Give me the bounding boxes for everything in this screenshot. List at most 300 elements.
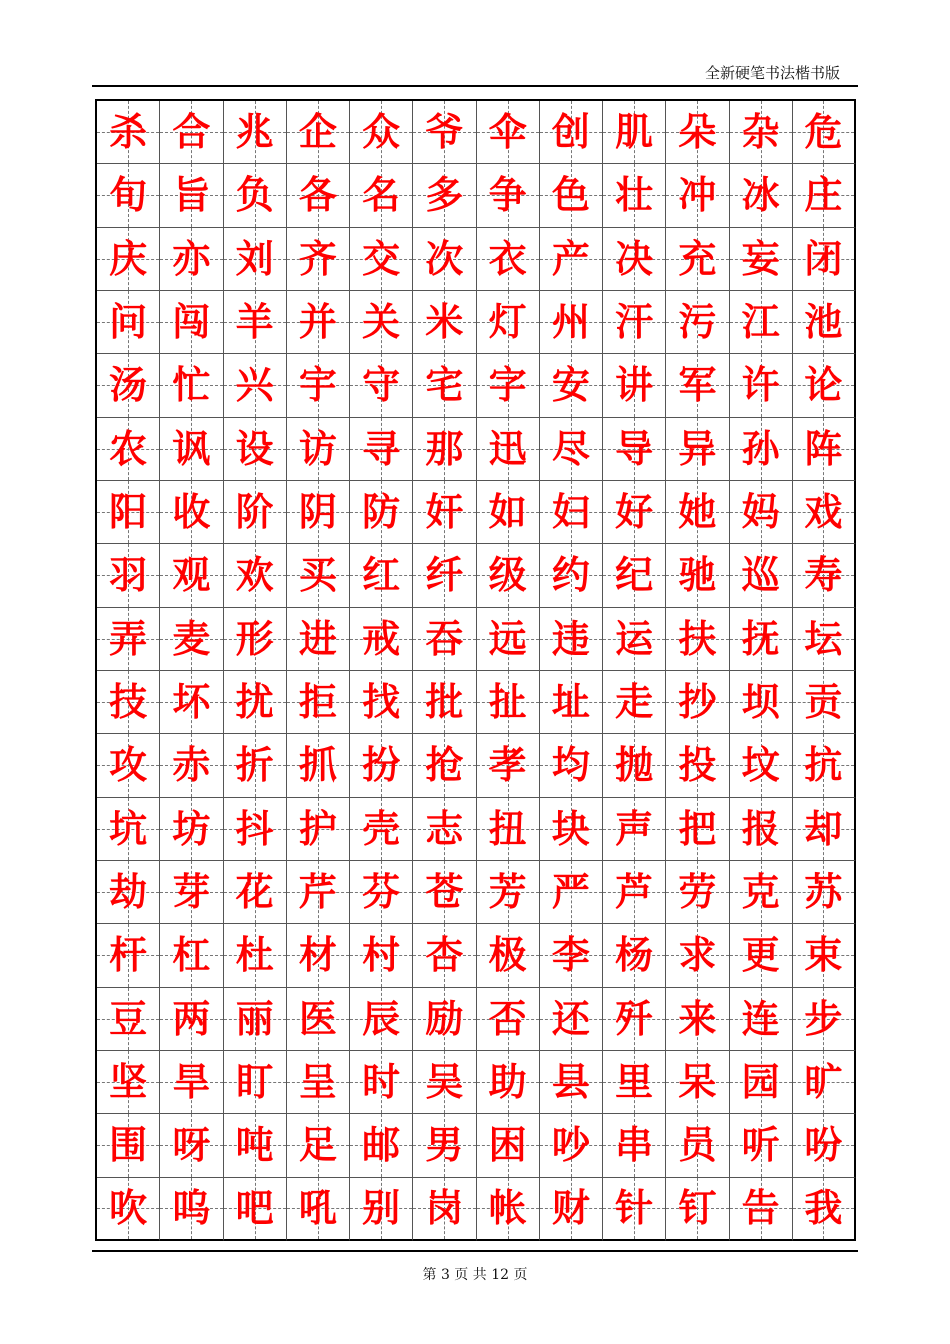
- practice-character: 块: [551, 805, 590, 851]
- practice-grid: [95, 99, 856, 1241]
- grid-cell: [287, 861, 350, 924]
- practice-character: 杀: [109, 109, 148, 155]
- grid-cell: [413, 1051, 476, 1114]
- grid-cell: [477, 481, 540, 544]
- practice-character: 纤: [425, 552, 464, 598]
- grid-cell: [603, 291, 666, 354]
- grid-cell: [603, 734, 666, 797]
- grid-cell: [793, 798, 856, 861]
- practice-character: 劳: [678, 869, 717, 915]
- grid-cell: [666, 924, 729, 987]
- practice-character: 冲: [678, 172, 717, 218]
- grid-cell: [477, 544, 540, 607]
- practice-character: 闭: [804, 235, 843, 281]
- grid-cell: [160, 291, 223, 354]
- practice-character: 别: [362, 1185, 401, 1231]
- grid-cell: [413, 988, 476, 1051]
- practice-character: 投: [678, 742, 717, 788]
- grid-cell: [97, 798, 160, 861]
- practice-character: 旬: [109, 172, 148, 218]
- grid-cell: [793, 354, 856, 417]
- grid-cell: [350, 1051, 413, 1114]
- grid-cell: [287, 734, 350, 797]
- grid-cell: [666, 671, 729, 734]
- practice-character: 池: [804, 299, 843, 345]
- grid-cell: [413, 608, 476, 671]
- grid-cell: [97, 164, 160, 227]
- practice-character: 志: [425, 805, 464, 851]
- grid-cell: [666, 608, 729, 671]
- practice-character: 兆: [235, 109, 274, 155]
- grid-cell: [287, 291, 350, 354]
- grid-cell: [603, 608, 666, 671]
- grid-cell: [603, 1114, 666, 1177]
- practice-character: 坏: [172, 679, 211, 725]
- practice-character: 守: [362, 362, 401, 408]
- practice-character: 连: [741, 995, 780, 1041]
- grid-cell: [413, 418, 476, 481]
- practice-character: 园: [741, 1059, 780, 1105]
- grid-cell: [413, 861, 476, 924]
- practice-character: 坊: [172, 805, 211, 851]
- practice-character: 各: [298, 172, 337, 218]
- grid-cell: [160, 481, 223, 544]
- grid-cell: [160, 1114, 223, 1177]
- grid-cell: [160, 861, 223, 924]
- practice-character: 冰: [741, 172, 780, 218]
- practice-character: 求: [678, 932, 717, 978]
- grid-cell: [97, 291, 160, 354]
- practice-character: 进: [298, 615, 337, 661]
- grid-cell: [287, 164, 350, 227]
- grid-cell: [350, 354, 413, 417]
- practice-character: 抗: [804, 742, 843, 788]
- practice-character: 旨: [172, 172, 211, 218]
- grid-cell: [730, 1178, 793, 1241]
- practice-character: 串: [615, 1122, 654, 1168]
- grid-cell: [287, 671, 350, 734]
- practice-character: 旱: [172, 1059, 211, 1105]
- practice-character: 却: [804, 805, 843, 851]
- practice-character: 县: [551, 1059, 590, 1105]
- grid-cell: [224, 798, 287, 861]
- grid-cell: [224, 924, 287, 987]
- grid-cell: [540, 608, 603, 671]
- practice-character: 买: [298, 552, 337, 598]
- grid-cell: [793, 608, 856, 671]
- practice-character: 江: [741, 299, 780, 345]
- practice-character: 找: [362, 679, 401, 725]
- grid-cell: [350, 544, 413, 607]
- practice-character: 严: [551, 869, 590, 915]
- grid-cell: [350, 418, 413, 481]
- grid-cell: [603, 988, 666, 1051]
- grid-cell: [97, 354, 160, 417]
- grid-cell: [730, 354, 793, 417]
- practice-character: 坛: [804, 615, 843, 661]
- practice-character: 多: [425, 172, 464, 218]
- grid-cell: [350, 671, 413, 734]
- grid-cell: [224, 1178, 287, 1241]
- grid-cell: [603, 1051, 666, 1114]
- practice-character: 创: [551, 109, 590, 155]
- practice-character: 戏: [804, 489, 843, 535]
- practice-character: 呀: [172, 1122, 211, 1168]
- practice-character: 克: [741, 869, 780, 915]
- practice-character: 庆: [109, 235, 148, 281]
- practice-character: 帐: [488, 1185, 527, 1231]
- practice-character: 坟: [741, 742, 780, 788]
- practice-character: 杨: [615, 932, 654, 978]
- practice-character: 她: [678, 489, 717, 535]
- practice-character: 庄: [804, 172, 843, 218]
- grid-cell: [224, 101, 287, 164]
- grid-cell: [666, 1051, 729, 1114]
- practice-character: 导: [615, 425, 654, 471]
- grid-cell: [160, 1178, 223, 1241]
- practice-character: 否: [488, 995, 527, 1041]
- grid-cell: [350, 988, 413, 1051]
- grid-cell: [160, 101, 223, 164]
- grid-cell: [413, 924, 476, 987]
- practice-character: 收: [172, 489, 211, 535]
- grid-cell: [477, 1178, 540, 1241]
- practice-character: 论: [804, 362, 843, 408]
- grid-cell: [793, 544, 856, 607]
- grid-cell: [666, 101, 729, 164]
- practice-character: 许: [741, 362, 780, 408]
- practice-character: 充: [678, 235, 717, 281]
- grid-cell: [666, 291, 729, 354]
- practice-character: 贡: [804, 679, 843, 725]
- practice-character: 扶: [678, 615, 717, 661]
- practice-character: 抓: [298, 742, 337, 788]
- grid-cell: [603, 1178, 666, 1241]
- grid-cell: [793, 1114, 856, 1177]
- practice-character: 观: [172, 552, 211, 598]
- practice-character: 闯: [172, 299, 211, 345]
- grid-cell: [540, 101, 603, 164]
- grid-cell: [793, 671, 856, 734]
- grid-cell: [160, 544, 223, 607]
- grid-cell: [413, 671, 476, 734]
- document-title: 全新硬笔书法楷书版: [704, 64, 840, 82]
- grid-cell: [413, 798, 476, 861]
- practice-character: 杂: [741, 109, 780, 155]
- practice-character: 极: [488, 932, 527, 978]
- practice-character: 阵: [804, 425, 843, 471]
- grid-cell: [350, 924, 413, 987]
- grid-cell: [224, 671, 287, 734]
- practice-character: 刘: [235, 235, 274, 281]
- grid-cell: [97, 988, 160, 1051]
- grid-cell: [224, 481, 287, 544]
- practice-character: 寿: [804, 552, 843, 598]
- grid-cell: [730, 671, 793, 734]
- practice-character: 村: [362, 932, 401, 978]
- grid-cell: [413, 164, 476, 227]
- practice-character: 报: [741, 805, 780, 851]
- grid-cell: [224, 1114, 287, 1177]
- grid-cell: [224, 608, 287, 671]
- grid-cell: [477, 1051, 540, 1114]
- practice-character: 抢: [425, 742, 464, 788]
- grid-cell: [97, 418, 160, 481]
- grid-cell: [730, 861, 793, 924]
- grid-cell: [540, 354, 603, 417]
- practice-character: 约: [551, 552, 590, 598]
- grid-cell: [413, 544, 476, 607]
- grid-cell: [97, 481, 160, 544]
- practice-character: 呜: [172, 1185, 211, 1231]
- practice-character: 众: [362, 109, 401, 155]
- practice-character: 劫: [109, 869, 148, 915]
- grid-cell: [160, 164, 223, 227]
- practice-character: 员: [678, 1122, 717, 1168]
- practice-character: 技: [109, 679, 148, 725]
- practice-character: 困: [488, 1122, 527, 1168]
- practice-character: 坚: [109, 1059, 148, 1105]
- practice-character: 名: [362, 172, 401, 218]
- grid-cell: [666, 734, 729, 797]
- practice-character: 企: [298, 109, 337, 155]
- grid-cell: [793, 988, 856, 1051]
- grid-cell: [730, 164, 793, 227]
- practice-character: 岗: [425, 1185, 464, 1231]
- grid-cell: [666, 418, 729, 481]
- practice-character: 杜: [235, 932, 274, 978]
- practice-character: 关: [362, 299, 401, 345]
- practice-character: 护: [298, 805, 337, 851]
- practice-character: 阴: [298, 489, 337, 535]
- practice-character: 羽: [109, 552, 148, 598]
- practice-character: 丽: [235, 995, 274, 1041]
- grid-cell: [730, 1051, 793, 1114]
- practice-character: 扮: [362, 742, 401, 788]
- practice-character: 步: [804, 995, 843, 1041]
- grid-cell: [603, 671, 666, 734]
- grid-cell: [287, 608, 350, 671]
- practice-character: 均: [551, 742, 590, 788]
- practice-character: 色: [551, 172, 590, 218]
- practice-character: 财: [551, 1185, 590, 1231]
- practice-character: 医: [298, 995, 337, 1041]
- grid-cell: [413, 354, 476, 417]
- practice-character: 材: [298, 932, 337, 978]
- grid-cell: [603, 924, 666, 987]
- grid-cell: [793, 291, 856, 354]
- grid-cell: [160, 228, 223, 291]
- grid-cell: [97, 924, 160, 987]
- grid-cell: [160, 988, 223, 1051]
- practice-character: 朵: [678, 109, 717, 155]
- practice-character: 攻: [109, 742, 148, 788]
- practice-character: 芹: [298, 869, 337, 915]
- grid-cell: [350, 734, 413, 797]
- grid-cell: [477, 101, 540, 164]
- practice-character: 安: [551, 362, 590, 408]
- practice-character: 交: [362, 235, 401, 281]
- grid-cell: [730, 228, 793, 291]
- practice-character: 麦: [172, 615, 211, 661]
- grid-cell: [224, 354, 287, 417]
- grid-cell: [540, 988, 603, 1051]
- grid-cell: [350, 861, 413, 924]
- grid-cell: [540, 1114, 603, 1177]
- grid-cell: [350, 291, 413, 354]
- grid-cell: [413, 734, 476, 797]
- practice-character: 孙: [741, 425, 780, 471]
- practice-character: 围: [109, 1122, 148, 1168]
- practice-character: 灯: [488, 299, 527, 345]
- practice-character: 级: [488, 552, 527, 598]
- grid-cell: [350, 798, 413, 861]
- grid-cell: [287, 354, 350, 417]
- grid-cell: [224, 228, 287, 291]
- practice-character: 来: [678, 995, 717, 1041]
- grid-cell: [160, 798, 223, 861]
- grid-cell: [603, 798, 666, 861]
- practice-character: 把: [678, 805, 717, 851]
- grid-cell: [540, 1051, 603, 1114]
- practice-character: 决: [615, 235, 654, 281]
- grid-cell: [350, 228, 413, 291]
- practice-character: 妇: [551, 489, 590, 535]
- practice-character: 妈: [741, 489, 780, 535]
- grid-cell: [97, 734, 160, 797]
- grid-cell: [540, 861, 603, 924]
- practice-character: 旷: [804, 1059, 843, 1105]
- grid-cell: [160, 354, 223, 417]
- grid-cell: [730, 988, 793, 1051]
- grid-cell: [224, 861, 287, 924]
- grid-cell: [477, 861, 540, 924]
- grid-cell: [666, 164, 729, 227]
- grid-cell: [97, 101, 160, 164]
- grid-cell: [793, 861, 856, 924]
- grid-cell: [730, 544, 793, 607]
- practice-character: 时: [362, 1059, 401, 1105]
- grid-cell: [603, 164, 666, 227]
- practice-character: 呆: [678, 1059, 717, 1105]
- practice-character: 杠: [172, 932, 211, 978]
- grid-cell: [287, 798, 350, 861]
- grid-cell: [477, 988, 540, 1051]
- grid-cell: [477, 291, 540, 354]
- grid-cell: [730, 418, 793, 481]
- grid-cell: [160, 734, 223, 797]
- grid-cell: [793, 101, 856, 164]
- practice-character: 址: [551, 679, 590, 725]
- practice-character: 李: [551, 932, 590, 978]
- practice-character: 字: [488, 362, 527, 408]
- grid-cell: [540, 1178, 603, 1241]
- grid-cell: [540, 734, 603, 797]
- practice-character: 军: [678, 362, 717, 408]
- grid-cell: [730, 608, 793, 671]
- practice-character: 听: [741, 1122, 780, 1168]
- practice-character: 违: [551, 615, 590, 661]
- grid-cell: [603, 101, 666, 164]
- practice-character: 讽: [172, 425, 211, 471]
- header-divider: [92, 85, 858, 87]
- grid-cell: [540, 671, 603, 734]
- practice-character: 抖: [235, 805, 274, 851]
- practice-character: 芦: [615, 869, 654, 915]
- practice-character: 肌: [615, 109, 654, 155]
- practice-character: 羊: [235, 299, 274, 345]
- grid-cell: [413, 228, 476, 291]
- grid-cell: [287, 228, 350, 291]
- grid-cell: [477, 608, 540, 671]
- practice-character: 次: [425, 235, 464, 281]
- practice-character: 歼: [615, 995, 654, 1041]
- practice-character: 驰: [678, 552, 717, 598]
- grid-cell: [666, 798, 729, 861]
- practice-character: 红: [362, 552, 401, 598]
- practice-character: 巡: [741, 552, 780, 598]
- practice-character: 抛: [615, 742, 654, 788]
- practice-character: 杆: [109, 932, 148, 978]
- practice-character: 声: [615, 805, 654, 851]
- practice-character: 吩: [804, 1122, 843, 1168]
- grid-cell: [413, 101, 476, 164]
- practice-character: 吵: [551, 1122, 590, 1168]
- practice-character: 苍: [425, 869, 464, 915]
- practice-character: 我: [804, 1185, 843, 1231]
- grid-cell: [224, 291, 287, 354]
- practice-character: 孝: [488, 742, 527, 788]
- practice-character: 远: [488, 615, 527, 661]
- grid-cell: [287, 1178, 350, 1241]
- practice-character: 形: [235, 615, 274, 661]
- practice-character: 齐: [298, 235, 337, 281]
- practice-character: 告: [741, 1185, 780, 1231]
- practice-character: 伞: [488, 109, 527, 155]
- practice-character: 米: [425, 299, 464, 345]
- grid-cell: [160, 418, 223, 481]
- grid-cell: [413, 1178, 476, 1241]
- practice-character: 产: [551, 235, 590, 281]
- grid-cell: [97, 608, 160, 671]
- grid-cell: [730, 798, 793, 861]
- grid-cell: [477, 924, 540, 987]
- practice-character: 州: [551, 299, 590, 345]
- grid-cell: [160, 671, 223, 734]
- grid-cell: [287, 988, 350, 1051]
- grid-cell: [793, 734, 856, 797]
- practice-character: 钉: [678, 1185, 717, 1231]
- grid-cell: [666, 1178, 729, 1241]
- grid-cell: [666, 544, 729, 607]
- grid-cell: [97, 1051, 160, 1114]
- practice-character: 扯: [488, 679, 527, 725]
- grid-cell: [477, 418, 540, 481]
- practice-character: 合: [172, 109, 211, 155]
- grid-cell: [287, 1051, 350, 1114]
- grid-cell: [793, 1178, 856, 1241]
- grid-cell: [287, 544, 350, 607]
- grid-cell: [540, 481, 603, 544]
- practice-character: 扭: [488, 805, 527, 851]
- grid-cell: [477, 798, 540, 861]
- grid-cell: [730, 481, 793, 544]
- practice-character: 苏: [804, 869, 843, 915]
- grid-cell: [666, 354, 729, 417]
- practice-character: 如: [488, 489, 527, 535]
- practice-character: 异: [678, 425, 717, 471]
- grid-cell: [350, 1114, 413, 1177]
